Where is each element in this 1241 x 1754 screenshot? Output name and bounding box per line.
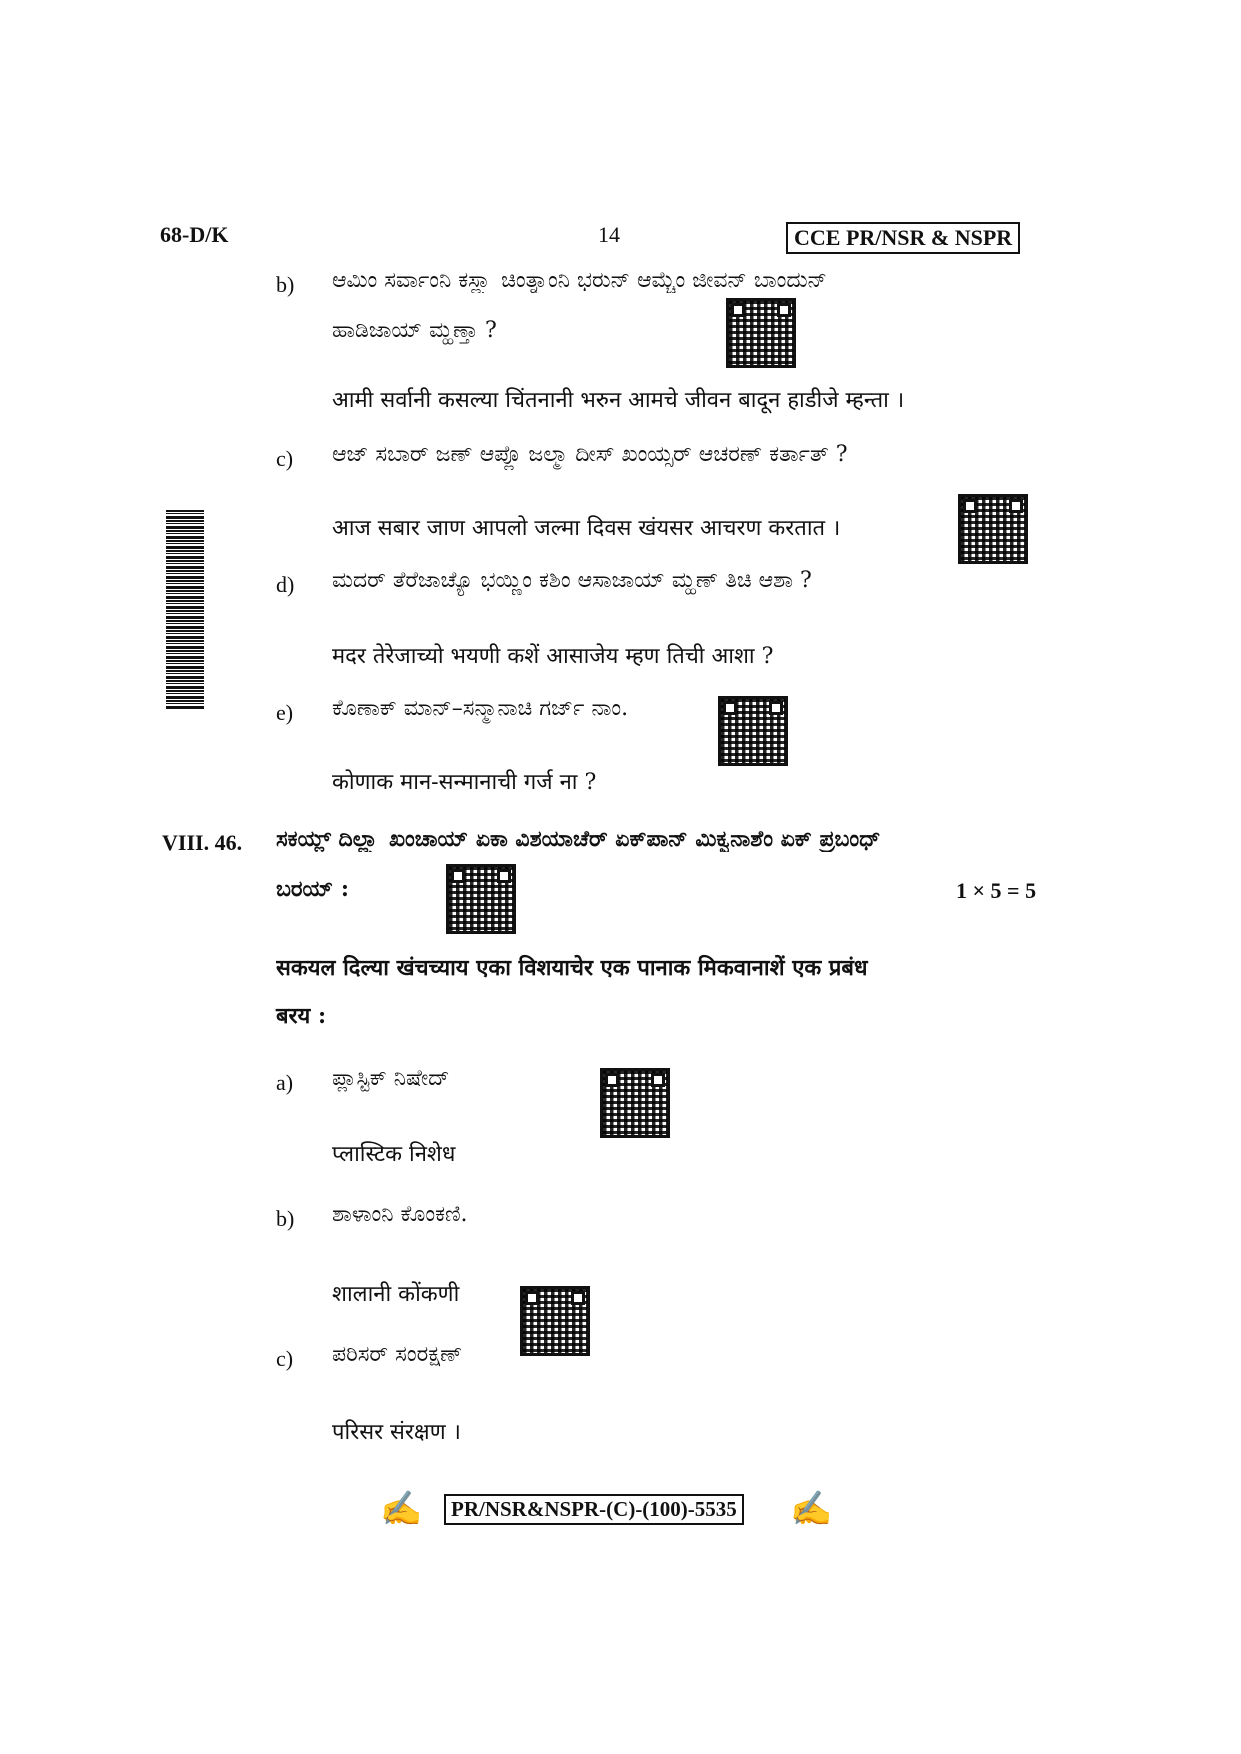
question-label: d) xyxy=(276,572,295,597)
section-number: VIII. 46. xyxy=(162,830,243,855)
option-kannada: ಪರಿಸರ್ ಸಂರಕ್ಷಣ್ xyxy=(332,1342,463,1367)
question-kannada: ಆಜ್ ಸಬಾರ್ ಜಣ್ ಆಪ್ಲೊ ಜಲ್ಮಾ ದೀಸ್ ಖಂಯ್ಸರ್ ಆಚರಣ್ ಕರ್ತಾತ್ ? xyxy=(332,442,848,467)
footer-paper-code: PR/NSR&NSPR-(C)-(100)-5535 xyxy=(444,1494,744,1525)
marks: 1 × 5 = 5 xyxy=(956,878,1037,903)
question-devanagari: आज सबार जाण आपलो जल्मा दिवस खंयसर आचरण करतात । xyxy=(332,516,841,541)
qr-code-icon xyxy=(446,864,516,934)
pen-writing-icon: ✍ xyxy=(790,1489,833,1529)
option-devanagari: शालानी कोंकणी xyxy=(332,1282,460,1307)
question-label: e) xyxy=(276,700,294,725)
question-kannada: ಆಮಿಂ ಸರ್ವಾಂನಿ ಕಸ್ಲ್ಯಾ ಚಿಂತ್ನಾಂನಿ ಭರುನ್ ಆಮ್ಚೆಂ ಜೀವನ್ ಬಾಂದುನ್ xyxy=(332,268,827,293)
qr-code-icon xyxy=(726,298,796,368)
section-instruction-devanagari: सकयल दिल्या खंचच्याय एका विशयाचेर एक पानाक मिकवानाशें एक प्रबंध xyxy=(276,955,868,981)
option-label: a) xyxy=(276,1070,294,1095)
question-label: b) xyxy=(276,272,295,297)
pen-writing-icon: ✍ xyxy=(380,1489,423,1529)
question-kannada: ಕೊಣಾಕ್ ಮಾನ್–ಸನ್ಮಾನಾಚಿ ಗರ್ಜ್ ನಾಂ. xyxy=(332,696,629,721)
paper-code: 68-D/K xyxy=(160,222,229,247)
question-kannada-cont: ಹಾಡಿಜಾಯ್ ಮ್ಹಣ್ತಾ ? xyxy=(332,318,497,343)
qr-code-icon xyxy=(718,696,788,766)
section-instruction-kannada: ಸಕಯ್ಲ್ ದಿಲ್ಲ್ಯಾ ಖಂಚಾಯ್ ಏಕಾ ವಿಶಯಾಚೆರ್ ಏಕ್‌ಪಾನ್ ಮಿಕ್ವನಾಶೆಂ ಏಕ್ ಪ್ರಬಂಧ್ xyxy=(276,826,881,852)
question-devanagari: मदर तेरेजाच्यो भयणी कशें आसाजेय म्हण तिची आशा ? xyxy=(332,644,774,669)
option-label: b) xyxy=(276,1206,295,1231)
option-label: c) xyxy=(276,1346,294,1371)
qr-code-icon xyxy=(600,1068,670,1138)
question-label: c) xyxy=(276,446,294,471)
section-instruction-kannada-cont: ಬರಯ್ : xyxy=(276,876,350,902)
page-number: 14 xyxy=(598,222,620,247)
option-devanagari: परिसर संरक्षण । xyxy=(332,1420,461,1445)
option-devanagari: प्लास्टिक निशेध xyxy=(332,1142,456,1167)
question-devanagari: आमी सर्वानी कसल्या चिंतनानी भरुन आमचे जीवन बादून हाडीजे म्हन्ता । xyxy=(332,388,905,413)
section-instruction-devanagari-cont: बरय : xyxy=(276,1003,327,1029)
qr-code-icon xyxy=(958,494,1028,564)
question-devanagari: कोणाक मान-सन्मानाची गर्ज ना ? xyxy=(332,770,597,795)
question-kannada: ಮದರ್ ತೆರೆಜಾಚ್ಯೊ ಭಯ್ಣಿಂ ಕಶಿಂ ಆಸಾಜಾಯ್ ಮ್ಹಣ್ ತಿಚಿ ಆಶಾ ? xyxy=(332,568,812,593)
option-kannada: ಶಾಳಾಂನಿ ಕೊಂಕಣಿ. xyxy=(332,1202,468,1227)
qr-code-icon xyxy=(520,1286,590,1356)
barcode-icon xyxy=(166,510,204,710)
option-kannada: ಪ್ಲಾಸ್ಟಿಕ್ ನಿಷೇದ್ xyxy=(332,1066,450,1091)
exam-code-box: CCE PR/NSR & NSPR xyxy=(786,222,1020,254)
